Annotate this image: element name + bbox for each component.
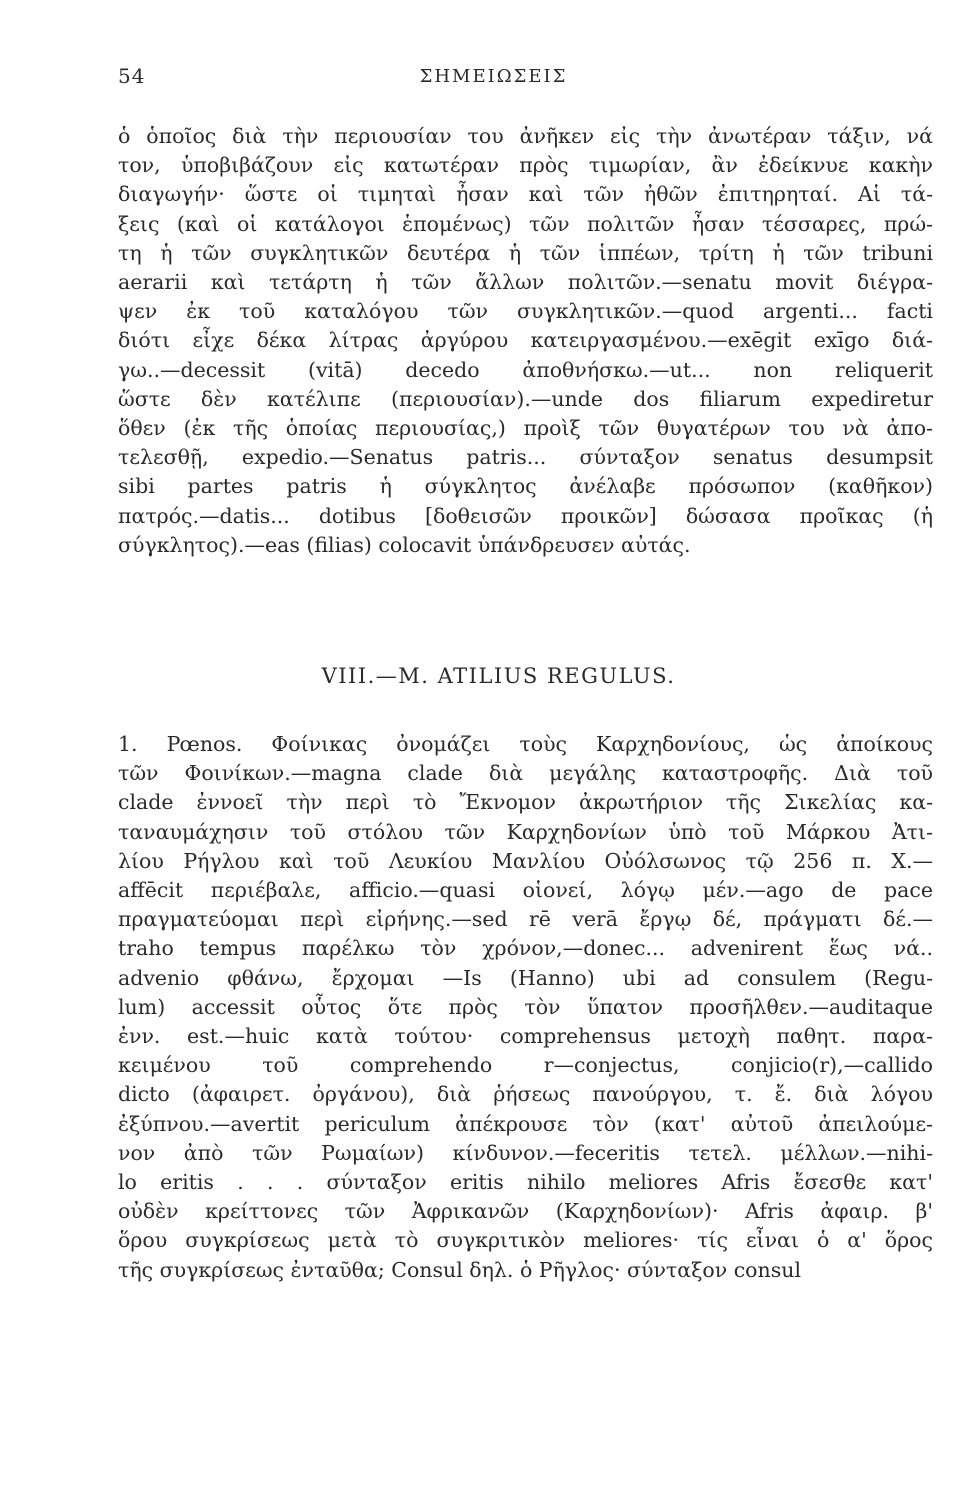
text-line: νον ἀπὸ τῶν Ρωμαίων) κίνδυνον.—feceritis τετελ. μέλλων.—nihi- bbox=[118, 1140, 933, 1165]
text-line: διαγωγήν· ὥστε οἱ τιμηταὶ ἦσαν καὶ τῶν ἠθῶν ἐπιτηρηταί. Αἱ τά- bbox=[118, 182, 933, 207]
text-line: ἐξύπνου.—avertit periculum ἀπέκρουσε τὸν (κατ' αὐτοῦ ἀπειλούμε- bbox=[118, 1111, 933, 1136]
text-line: τελεσθῇ, expedio.—Senatus patris... σύνταξον senatus desumpsit bbox=[118, 445, 933, 470]
text-line: lo eritis . . . σύνταξον eritis nihilo meliores Afris ἔσεσθε κατ' bbox=[118, 1170, 933, 1195]
text-line: τον, ὑποβιβάζουν εἰς κατωτέραν πρὸς τιμωρίαν, ἂν ἐδείκνυε κακὴν bbox=[118, 153, 933, 178]
text-line: aerarii καὶ τετάρτη ἡ τῶν ἄλλων πολιτῶν.—senatu movit διέγρα- bbox=[118, 270, 933, 295]
notes-continuation bbox=[118, 122, 933, 560]
text-line: οὐδὲν κρείττονες τῶν Ἀφρικανῶν (Καρχηδονίων)· Afris ἀφαιρ. β' bbox=[118, 1199, 933, 1224]
text-line: πραγματεύομαι περὶ εἰρήνης.—sed rē verā ἔργῳ δέ, πράγματι δέ.— bbox=[118, 907, 933, 932]
running-title: ΣΗΜΕΙΩΣΕΙΣ bbox=[419, 66, 568, 87]
section-title: VIII.—M. ATILIUS REGULUS. bbox=[321, 664, 676, 688]
text-line: clade ἐννοεῖ τὴν περὶ τὸ Ἔκνομον ἀκρωτήριον τῆς Σικελίας κα- bbox=[118, 790, 933, 815]
text-line: ὁ ὁποῖος διὰ τὴν περιουσίαν του ἀνῆκεν εἰς τὴν ἀνωτέραν τάξιν, νά bbox=[118, 124, 933, 148]
text-line: 1. Pœnos. Φοίνικας ὀνομάζει τοὺς Καρχηδονίους, ὡς ἀποίκους bbox=[118, 732, 933, 756]
text-line: ψεν ἐκ τοῦ καταλόγου τῶν συγκλητικῶν.—quod argenti... facti bbox=[118, 299, 933, 324]
text-line: traho tempus παρέλκω τὸν χρόνον,—donec... advenirent ἕως νά.. bbox=[118, 936, 933, 961]
text-line: advenio φθάνω, ἔρχομαι —Is (Hanno) ubi ad consulem (Regu- bbox=[118, 965, 933, 990]
text-line: ξεις (καὶ οἱ κατάλογοι ἑπομένως) τῶν πολιτῶν ἦσαν τέσσαρες, πρώ- bbox=[118, 211, 933, 236]
text-line: τῶν Φοινίκων.—magna clade διὰ μεγάλης καταστροφῆς. Διὰ τοῦ bbox=[118, 761, 933, 786]
text-line: διότι εἶχε δέκα λίτρας ἀργύρου κατειργασμένου.—exēgit exīgo διά- bbox=[118, 328, 933, 353]
text-line: πατρός.—datis... dotibus [δοθεισῶν προικῶν] δώσασα προῖκας (ἡ bbox=[118, 503, 933, 528]
text-line: τη ἡ τῶν συγκλητικῶν δευτέρα ἡ τῶν ἱππέων, τρίτη ἡ τῶν tribuni bbox=[118, 240, 933, 265]
page-number: 54 bbox=[118, 64, 146, 88]
text-line: γω..—decessit (vitā) decedo ἀποθνήσκω.—ut... non reliquerit bbox=[118, 357, 933, 382]
text-line: ἐνν. est.—huic κατὰ τούτου· comprehensus μετοχὴ παθητ. παρα- bbox=[118, 1024, 933, 1049]
text-line: τῆς συγκρίσεως ἐνταῦθα; Consul δηλ. ὁ Ρῆγλος· σύνταξον consul bbox=[118, 1257, 802, 1282]
text-line: dicto (ἀφαιρετ. ὀργάνου), διὰ ῥήσεως πανούργου, τ. ἔ. διὰ λόγου bbox=[118, 1082, 933, 1107]
text-line: ὅρου συγκρίσεως μετὰ τὸ συγκριτικὸν meliores· τίς εἶναι ὁ α' ὅρος bbox=[118, 1228, 933, 1253]
notes-section-viii bbox=[118, 730, 933, 1285]
text-line: λίου Ρήγλου καὶ τοῦ Λευκίου Μανλίου Οὐόλσωνος τῷ 256 π. Χ.— bbox=[118, 848, 933, 873]
text-line: ὥστε δὲν κατέλιπε (περιουσίαν).—unde dos filiarum expediretur bbox=[118, 386, 933, 411]
text-line: lum) accessit οὗτος ὅτε πρὸς τὸν ὕπατον προσῆλθεν.—auditaque bbox=[118, 994, 933, 1019]
text-line: affēcit περιέβαλε, afficio.—quasi οἱονεί, λόγῳ μέν.—ago de pace bbox=[118, 878, 933, 903]
text-line: sibi partes patris ἡ σύγκλητος ἀνέλαβε πρόσωπον (καθῆκον) bbox=[118, 474, 933, 499]
text-line: ταναυμάχησιν τοῦ στόλου τῶν Καρχηδονίων ὑπὸ τοῦ Μάρκου Ἀτι- bbox=[118, 819, 933, 844]
text-line: κειμένου τοῦ comprehendo r—conjectus, conjicio(r),—callido bbox=[118, 1053, 933, 1078]
text-line: ὅθεν (ἐκ τῆς ὁποίας περιουσίας,) προὶξ τῶν θυγατέρων του νὰ ἀπο- bbox=[118, 416, 933, 441]
text-line: σύγκλητος).—eas (filias) colocavit ὑπάνδρευσεν αὐτάς. bbox=[118, 532, 691, 557]
